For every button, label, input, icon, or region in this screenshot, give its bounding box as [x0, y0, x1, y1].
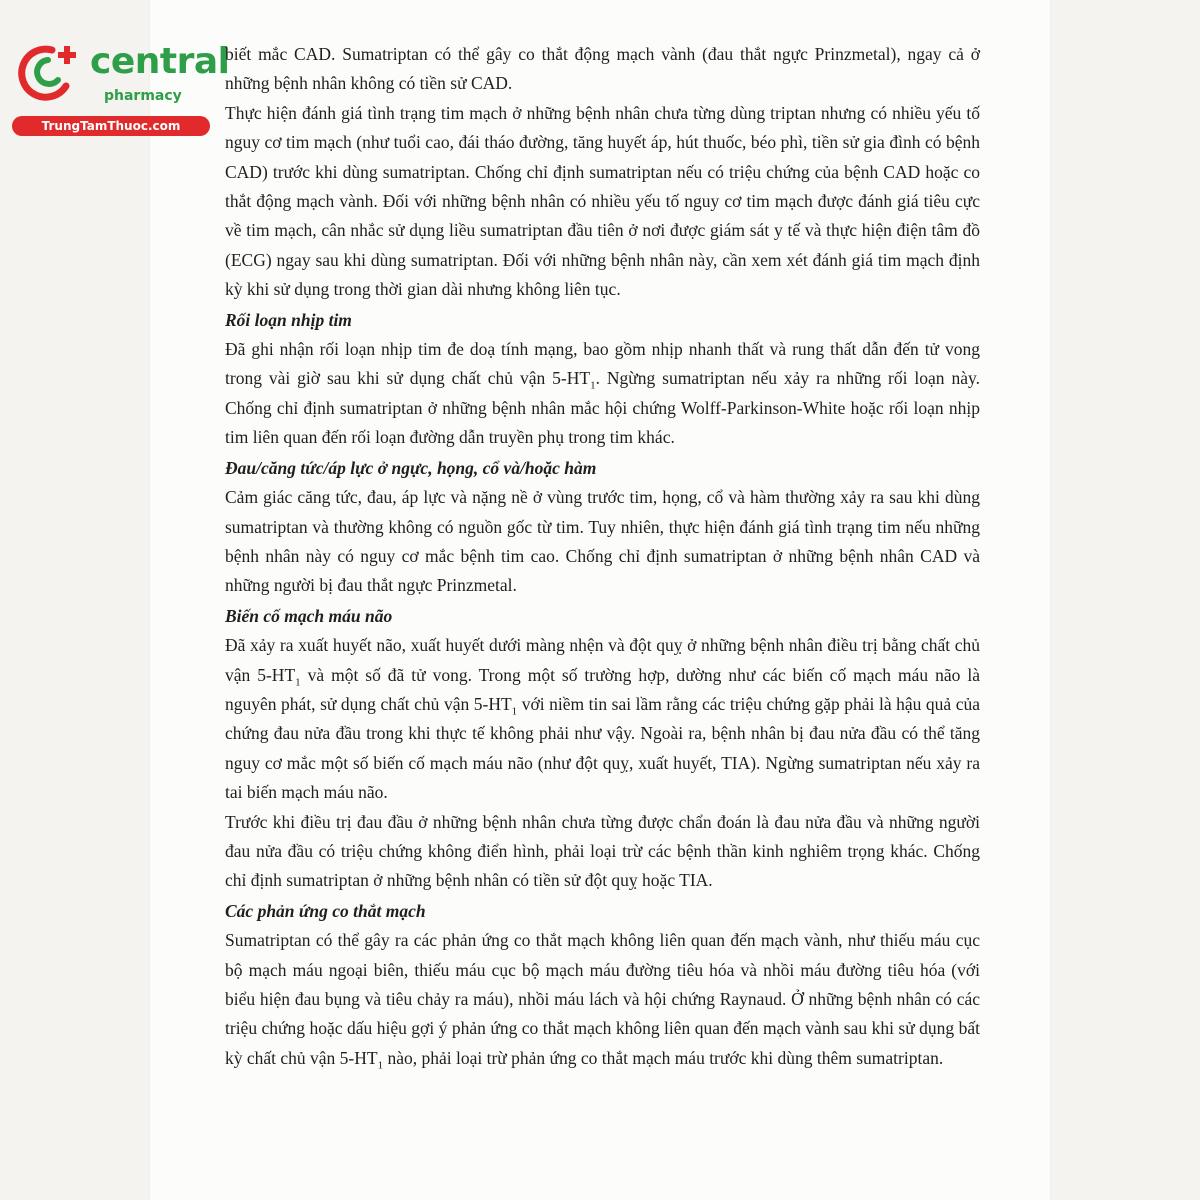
- vasospasm-text-b: nào, phải loại trừ phản ứng co thắt mạch máu trước khi dùng thêm sumatriptan.: [383, 1047, 944, 1068]
- vasospasm-text-a: Sumatriptan có thể gây ra các phản ứng co thắt mạch không liên quan đến mạch vành, như thiếu máu cục bộ mạch máu ngoại biên, thiếu máu cục bộ mạch máu đường tiêu hóa và nhồi máu đường tiêu hóa (với biểu hiện đau bụng và tiêu chảy ra máu), nhồi máu lách và hội chứng Raynaud. Ở những bệnh nhân có các triệu chứng hoặc dấu hiệu gợi ý phản ứng co thắt mạch không liên quan đến mạch vành sau khi sử dụng bất kỳ chất chủ vận 5-HT: [225, 930, 980, 1068]
- subscript-1: 1: [590, 379, 596, 392]
- arrhythmia-text-a: Đã ghi nhận rối loạn nhịp tim đe doạ tính mạng, bao gồm nhịp nhanh thất và rung thất dẫn đến tử vong trong vài giờ sau khi sử dụng chất chủ vận 5-HT: [225, 339, 980, 389]
- chest-pain-heading: Đau/căng tức/áp lực ở ngực, họng, cổ và/hoặc hàm: [225, 457, 597, 478]
- subscript-1: 1: [511, 705, 518, 718]
- arrhythmia-heading: Rối loạn nhịp tim: [225, 309, 352, 330]
- cardiac-evaluation-paragraph: Thực hiện đánh giá tình trạng tim mạch ở những bệnh nhân chưa từng dùng triptan nhưng có nhiều yếu tố nguy cơ tim mạch (như tuổi cao, đái tháo đường, tăng huyết áp, hút thuốc, béo phì, tiền sử gia đình có bệnh CAD) trước khi dùng sumatriptan. Chống chỉ định sumatriptan nếu có triệu chứng của bệnh CAD hoặc co thắt động mạch vành. Đối với những bệnh nhân có nhiều yếu tố nguy cơ tim mạch được đánh giá tiêu cực về tim mạch, cân nhắc sử dụng liều sumatriptan đầu tiên ở nơi được giám sát y tế và thực hiện điện tâm đồ (ECG) ngay sau khi dùng sumatriptan. Đối với những bệnh nhân này, cần xem xét đánh giá tim mạch định kỳ khi sử dụng trong thời gian dài nhưng không liên tục.: [225, 102, 980, 300]
- vasospasm-paragraph: [225, 926, 980, 1073]
- subscript-1: 1: [295, 676, 301, 689]
- brand-logo: [12, 36, 230, 136]
- intro-paragraph: biết mắc CAD. Sumatriptan có thể gây co thắt động mạch vành (đau thắt ngực Prinzmetal), ngay cả ở những bệnh nhân không có tiền sử CAD.: [225, 44, 980, 94]
- chest-pain-paragraph: Cảm giác căng tức, đau, áp lực và nặng nề ở vùng trước tim, họng, cổ và hàm thường xảy ra sau khi dùng sumatriptan và thường không có nguồn gốc từ tim. Tuy nhiên, thực hiện đánh giá tình trạng tim nếu những bệnh nhân này có nguy cơ mắc bệnh tim cao. Chống chỉ định sumatriptan ở những bệnh nhân CAD và những người bị đau thắt ngực Prinzmetal.: [225, 487, 980, 596]
- brand-subtitle: pharmacy: [104, 88, 182, 104]
- subscript-1: 1: [377, 1059, 384, 1072]
- brand-site-badge: TrungTamThuoc.com: [12, 116, 210, 136]
- headache-diagnosis-paragraph: Trước khi điều trị đau đầu ở những bệnh nhân chưa từng được chẩn đoán là đau nửa đầu và những người đau nửa đầu có triệu chứng không điển hình, phải loại trừ các bệnh thần kinh nghiêm trọng khác. Chống chỉ định sumatriptan ở những bệnh nhân có tiền sử đột quỵ hoặc TIA.: [225, 811, 980, 891]
- document-text: [225, 40, 980, 1073]
- arrhythmia-text-b: . Ngừng sumatriptan nếu xảy ra những rối loạn này. Chống chỉ định sumatriptan ở những bệnh nhân mắc hội chứng Wolff-Parkinson-White hoặc rối loạn nhịp tim liên quan đến rối loạn đường dẫn truyền phụ trong tim khác.: [225, 368, 980, 448]
- arrhythmia-paragraph: [225, 335, 980, 453]
- vasospasm-heading: Các phản ứng co thắt mạch: [225, 900, 426, 921]
- cerebrovascular-text-b: và một số đã tử vong. Trong một số trường hợp, dường như các biến cố mạch máu não là nguyên phát, sử dụng chất chủ vận 5-HT: [225, 664, 980, 714]
- central-logo-icon: [12, 40, 84, 102]
- cerebrovascular-paragraph: [225, 631, 980, 807]
- brand-name: central: [90, 41, 230, 82]
- cerebrovascular-text-a: Đã xảy ra xuất huyết não, xuất huyết dưới màng nhện và đột quỵ ở những bệnh nhân điều trị bằng chất chủ vận 5-HT: [225, 635, 980, 685]
- cerebrovascular-text-c: với niềm tin sai lầm rằng các triệu chứng gặp phải là hậu quả của chứng đau nửa đầu trong khi thực tế không phải như vậy. Ngoài ra, bệnh nhân bị đau nửa đầu có thể tăng nguy cơ mắc một số biến cố mạch máu não (như đột quỵ, xuất huyết, TIA). Ngừng sumatriptan nếu xảy ra tai biến mạch máu não.: [225, 693, 981, 803]
- cerebrovascular-heading: Biến cố mạch máu não: [225, 605, 393, 626]
